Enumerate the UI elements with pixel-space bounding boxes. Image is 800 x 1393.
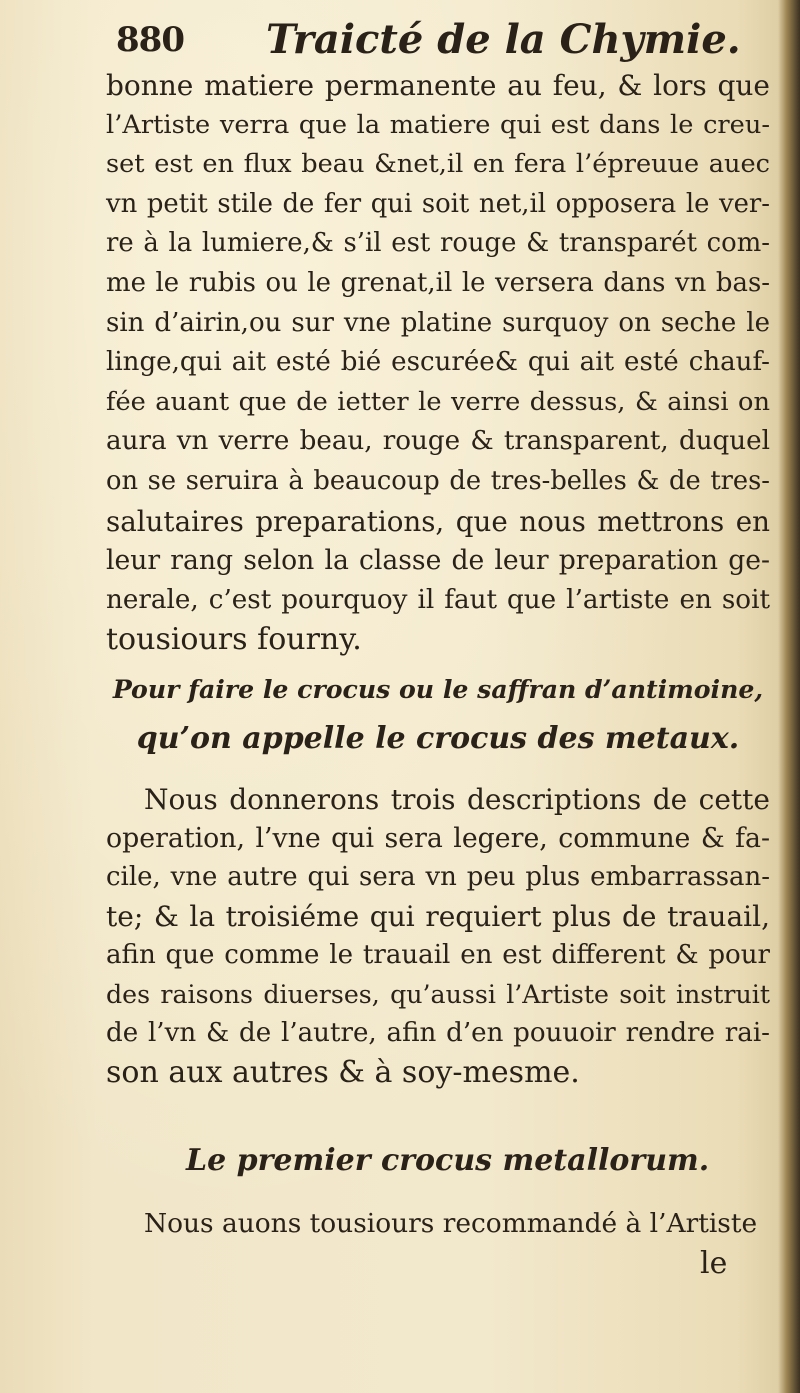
text-line: tousiours fourny. [106, 622, 362, 658]
text-line: vn petit stile de fer qui soit net,il opposera le ver- [106, 188, 770, 219]
text-line: me le rubis ou le grenat,il le versera dans vn bas- [106, 267, 770, 298]
section-title-line: qu’on appelle le crocus des metaux. [136, 721, 740, 756]
page-header [116, 12, 741, 68]
section-title-line: Pour faire le crocus ou le saffran d’antimoine, [112, 674, 764, 704]
text-line: son aux autres & à soy-mesme. [106, 1055, 580, 1090]
text-line: sin d’airin,ou sur vne platine surquoy on seche le [106, 307, 770, 338]
text-line: operation, l’vne qui sera legere, commune & fa- [106, 823, 770, 854]
text-line: on se seruira à beaucoup de tres-belles & de tres- [106, 465, 770, 496]
text-line: nerale, c’est pourquoy il faut que l’artiste en soit [106, 584, 770, 615]
subheading [106, 1136, 770, 1186]
text-line: l’Artiste verra que la matiere qui est dans le creu- [106, 109, 770, 140]
section-paragraph [106, 780, 770, 1092]
catchword: le [700, 1246, 728, 1281]
text-line: te; & la troisiéme qui requiert plus de trauail, [106, 900, 770, 933]
text-line: fée auant que de ietter le verre dessus, & ainsi on [106, 386, 770, 417]
page-number: 880 [116, 20, 184, 60]
text-line: Nous donnerons trois descriptions de cette [144, 783, 770, 816]
book-spine-shadow [778, 0, 800, 1393]
text-line: cile, vne autre qui sera vn peu plus embarrassan- [106, 862, 770, 892]
subheading-text: Le premier crocus metallorum. [186, 1143, 710, 1178]
section-title [106, 664, 770, 764]
text-line: linge,qui ait esté bié escurée& qui ait esté chauf- [106, 347, 770, 378]
text-line: leur rang selon la classe de leur preparation ge- [106, 545, 770, 577]
paragraph-continuation [106, 66, 770, 660]
final-paragraph [106, 1204, 770, 1244]
running-title: Traicté de la Chymie. [266, 16, 741, 63]
text-line: aura vn verre beau, rouge & transparent, duquel [106, 426, 770, 457]
text-line: des raisons diuerses, qu’aussi l’Artiste soit instruit [106, 980, 770, 1009]
text-line: Nous auons tousiours recommandé à l’Artiste [144, 1208, 758, 1239]
text-line: bonne matiere permanente au feu, & lors que [106, 69, 770, 102]
text-line: afin que comme le trauail en est different & pour [106, 940, 770, 970]
text-line: set est en flux beau &net,il en fera l’épreuue auec [106, 149, 770, 180]
text-line: salutaires preparations, que nous mettrons en [106, 504, 770, 538]
text-line: re à la lumiere,& s’il est rouge & transparét com- [106, 228, 770, 259]
text-line: de l’vn & de l’autre, afin d’en pouuoir rendre rai- [106, 1018, 770, 1048]
